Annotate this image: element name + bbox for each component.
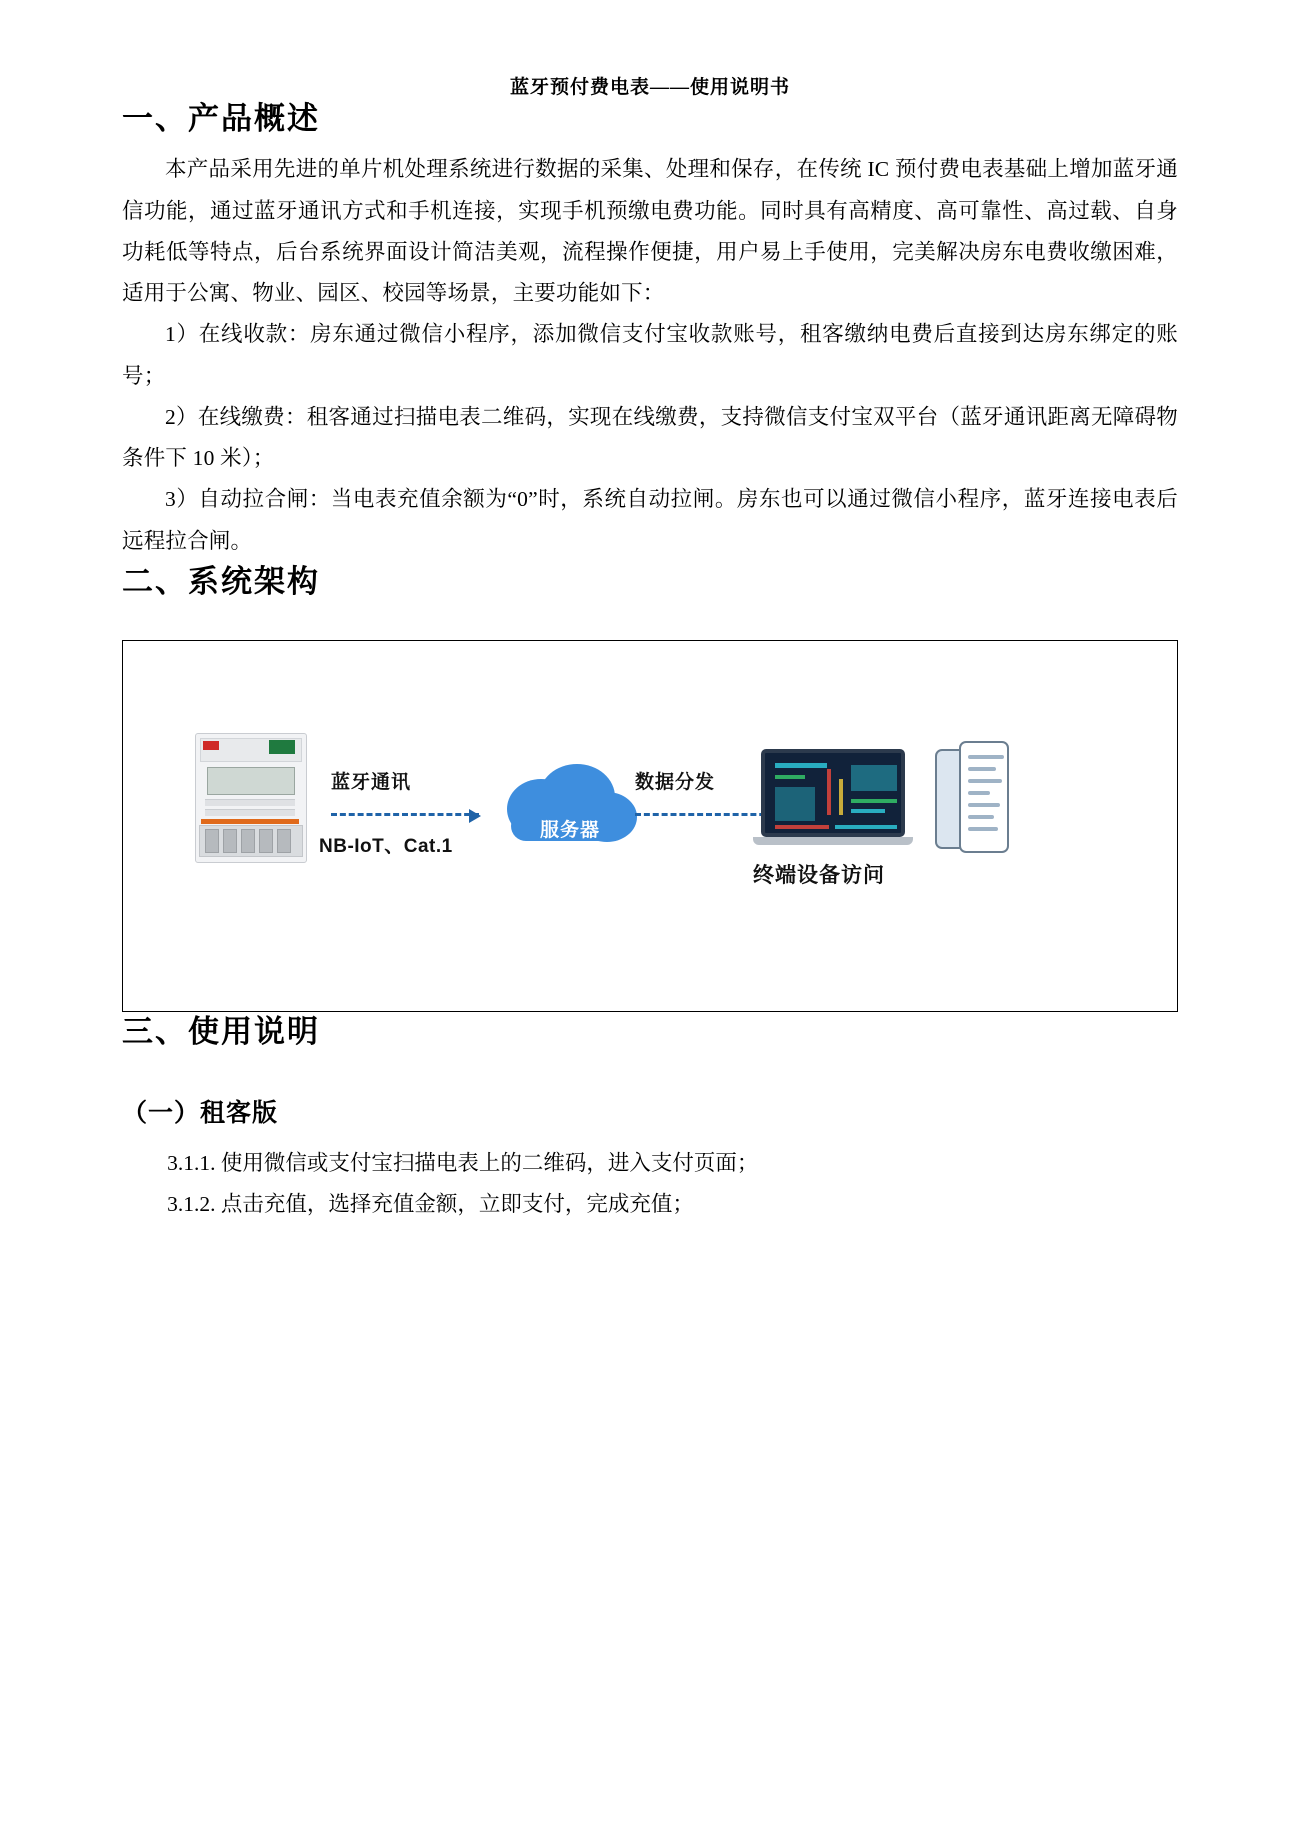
electricity-meter-illustration xyxy=(195,733,305,861)
section-heading-product-overview: 一、产品概述 xyxy=(122,101,320,136)
feature-item-2: 2）在线缴费：租客通过扫描电表二维码，实现在线缴费，支持微信支付宝双平台（蓝牙通讯距离无障碍物条件下 10 米）； xyxy=(122,404,1178,471)
arrow-meter-to-server-icon xyxy=(331,813,479,816)
running-header: 蓝牙预付费电表——使用说明书 xyxy=(509,77,790,98)
product-overview-paragraph: 本产品采用先进的单片机处理系统进行数据的采集、处理和保存，在传统 IC 预付费电表基础上增加蓝牙通信功能，通过蓝牙通讯方式和手机连接，实现手机预缴电费功能。同时具有高精度、高可靠性、高过载、自身功耗低等特点，后台系统界面设计简洁美观，流程操作便捷，用户易上手使用，完美解决房东电费收缴困难，适用于公寓、物业、园区、校园等场景，主要功能如下： xyxy=(122,157,1178,306)
section-heading-usage-instructions: 三、使用说明 xyxy=(122,1014,320,1050)
server-label: 服务器 xyxy=(539,820,600,842)
server-cloud-icon xyxy=(495,761,645,857)
feature-item-3: 3）自动拉合闸：当电表充值余额为“0”时，系统自动拉闸。房东也可以通过微信小程序，蓝牙连接电表后远程拉合闸。 xyxy=(122,487,1178,553)
network-label: NB-IoT、Cat.1 xyxy=(319,836,453,858)
section-heading-system-architecture: 二、系统架构 xyxy=(122,563,320,599)
mobile-phones-icon xyxy=(935,741,1013,859)
data-distribution-label: 数据分发 xyxy=(635,772,716,794)
laptop-dashboard-icon xyxy=(753,749,913,857)
feature-item-1: 1）在线收款：房东通过微信小程序，添加微信支付宝收款账号，租客缴纳电费后直接到达房东绑定的账号； xyxy=(122,322,1178,388)
subsection-heading-tenant-edition: （一）租客版 xyxy=(122,1099,279,1127)
usage-step-3-1-2: 3.1.2. 点击充值，选择充值金额，立即支付，完成充值； xyxy=(167,1192,694,1217)
usage-step-3-1-1: 3.1.1. 使用微信或支付宝扫描电表上的二维码，进入支付页面； xyxy=(167,1150,759,1175)
terminal-access-label: 终端设备访问 xyxy=(753,864,885,888)
system-architecture-diagram xyxy=(122,640,1178,1012)
bluetooth-label: 蓝牙通讯 xyxy=(331,772,412,794)
